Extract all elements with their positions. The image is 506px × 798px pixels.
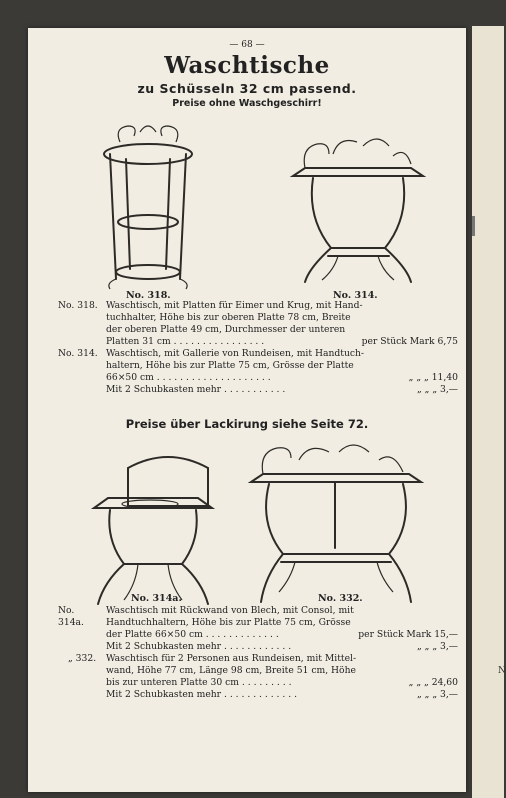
entry-number: No. 314. xyxy=(58,348,98,359)
entry-text-line: Mit 2 Schubkasten mehr . . . . . . . . . . . xyxy=(106,384,286,395)
illustration-332 xyxy=(243,430,428,615)
page-number: — 68 — xyxy=(229,40,265,50)
entry-text-line: wand, Höhe 77 cm, Länge 98 cm, Breite 51 cm, Höhe xyxy=(106,665,356,676)
entry-text-line: Waschtisch, mit Gallerie von Rundeisen, mit Handtuch- xyxy=(106,348,365,359)
entry-332 xyxy=(58,653,458,713)
entry-text-line: Mit 2 Schubkasten mehr . . . . . . . . . . . . xyxy=(106,641,292,652)
caption-314: No. 314. xyxy=(333,290,378,301)
illustration-314a xyxy=(88,428,218,613)
entry-price: per Stück Mark 15,— xyxy=(358,629,458,640)
lackierung-note: Preise über Lackirung siehe Seite 72. xyxy=(125,417,369,431)
entry-text-line: Waschtisch mit Rückwand von Blech, mit Consol, mit xyxy=(106,605,354,616)
page-title: Waschtische xyxy=(164,52,330,79)
adjacent-page-mark: N xyxy=(498,666,506,676)
entry-text-line: Waschtisch für 2 Personen aus Rundeisen, mit Mittel- xyxy=(106,653,357,664)
price-note: Preise ohne Waschgeschirr! xyxy=(172,98,322,109)
entry-text-line: Mit 2 Schubkasten mehr . . . . . . . . . . . . . xyxy=(106,689,297,700)
entry-price: per Stück Mark 6,75 xyxy=(361,336,458,347)
entry-price: „ „ „ 3,— xyxy=(417,384,458,395)
entry-314 xyxy=(58,348,458,408)
caption-318: No. 318. xyxy=(126,290,171,301)
entry-text-line: der oberen Platte 49 cm, Durchmesser der unteren xyxy=(106,324,346,335)
caption-314a: No. 314a. xyxy=(131,593,182,604)
illustration-314 xyxy=(283,106,433,286)
entry-price: „ „ „ 3,— xyxy=(417,641,458,652)
entry-price: „ „ „ 3,— xyxy=(417,689,458,700)
illustration-318 xyxy=(90,104,210,289)
entry-number: No. 318. xyxy=(58,300,98,311)
catalog-page xyxy=(28,28,466,792)
entry-price: „ „ „ 24,60 xyxy=(408,677,458,688)
entry-text-line: bis zur unteren Platte 30 cm . . . . . . . . . xyxy=(106,677,292,688)
page-subtitle: zu Schüsseln 32 cm passend. xyxy=(137,81,357,96)
entry-text-line: Handtuchhaltern, Höhe bis zur Platte 75 cm, Grösse xyxy=(106,617,351,628)
entry-text-line: Platten 31 cm . . . . . . . . . . . . . . . . xyxy=(106,336,265,347)
entry-price: „ „ „ 11,40 xyxy=(408,372,458,383)
entry-text-line: 66×50 cm . . . . . . . . . . . . . . . . . . . . xyxy=(106,372,271,383)
caption-332: No. 332. xyxy=(318,593,363,604)
entry-text-line: tuchhalter, Höhe bis zur oberen Platte 78 cm, Breite xyxy=(106,312,351,323)
page-edge-notch xyxy=(472,216,475,236)
entry-text-line: Waschtisch, mit Platten für Eimer und Krug, mit Hand- xyxy=(106,300,363,311)
entry-text-line: der Platte 66×50 cm . . . . . . . . . . . . . xyxy=(106,629,279,640)
entry-text-line: haltern, Höhe bis zur Platte 75 cm, Grösse der Platte xyxy=(106,360,354,371)
adjacent-page-edge xyxy=(472,26,504,798)
entry-number: No. 314a. xyxy=(58,605,84,628)
entry-number: „ 332. xyxy=(68,653,97,664)
